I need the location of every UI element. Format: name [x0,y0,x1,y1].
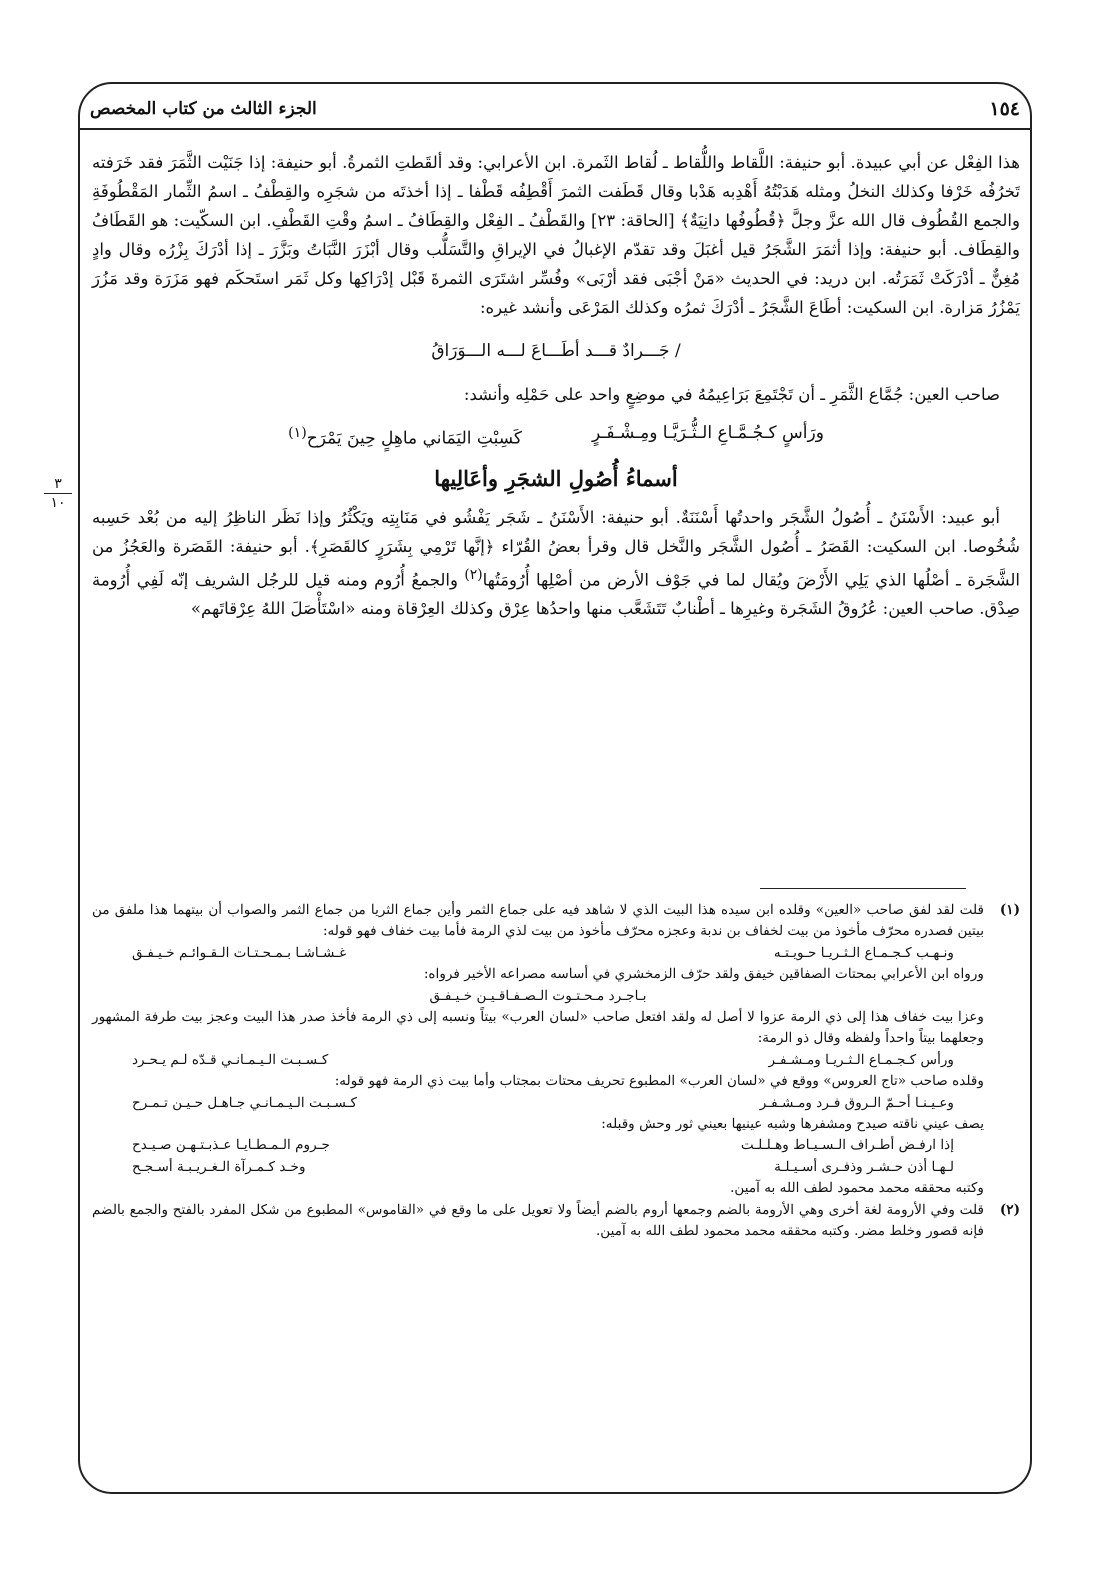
footnote-1-text-d: وقلده صاحب «تاج العروس» ووقع في «لسان العرب» المطبوع تحريف محتات بمجتاب وأما بيت ذي الرمة فهو قوله: [334,1073,984,1090]
verse-2 [92,419,1020,454]
footnote-1-poem-5: إذا ارفـض أطـراف الـسـيـاط وهـلـلـت جـروم الـمـطـايـا عـذبـتـهـن صـيـدح [132,1137,954,1154]
margin-marker-bottom: ١٠ [50,495,66,511]
paragraph-1: هذا الفِعْل عن أبي عبيدة. أبو حنيفة: اللَّقاط واللُّقاط ـ لُقاط الثَمرة. ابن الأعرابي: وقد ألقَطتِ الثمرةُ. أبو حنيفة: إذا جَنَيْت الثَّمَرَ فقد خَرَفته تَخرُفُه خَرْفا وكذلك النخلُ ومثله هَدَبْتُهُ أَهْدِبه هَدْبا وقال قَطَفت الثمرَ أَقْطِفُه قَطْفا ـ إذا أخذتَه من شجَرِه والقِطْفُ ـ اسمُ الثِّمار المَقْطُوفَةِ والجمع القُطُوف قال الله عزَّ وجلَّ ﴿قُطُوفُها دانِيَةٌ﴾ [الحاقة: ٢٣] والقَطْفُ ـ الفِعْل والقِطَافُ ـ اسمُ وقْتِ القَطْفِ. ابن السكّيت: هو القَطَافُ والقِطَاف. أبو حنيفة: وإذا أثمَرَ الشَّجَرُ قيل أغبَلَ وقد تقدّم الإغبالُ في الإيراقِ والتَّسَلُّب وقال أبْزَرَ النَّبَاتُ وبَزَّرَ ـ إذا أدْرَكَ بِزْرُه وقال وادٍ مُغِنٌّ ـ أدْرَكَتْ ثَمَرَتُه. ابن دريد: في الحديث «مَنْ أجْبَى فقد أرْبَى» وفُسِّر اشتَرَى الثمرةَ قَبْل إدْرَاكِها وكل ثَمَر استَحكَم فهو مَزَرَة وقد مَزُرَ يَمْزُرُ مَزارة. ابن السكيت: أطَاعَ الشَّجَرُ ـ أدْرَكَ ثمرُه وكذلك المَرْعَى وأنشد غيره: [92,153,1020,317]
footnote-1-number: (١) [999,902,1020,918]
margin-marker [40,476,76,511]
paragraph-3: أبو عبيد: الأَسْنَنُ ـ أُصُولُ الشَّجَر واحدتُها أَسْنَنَةٌ. أبو حنيفة: الأَسْنَنُ ـ شَجَر يَفْشُو في مَنَابِتِه ويَكْثُرُ وإذا نَظَر الناظِرُ إليه من بُعْد حَسِبه شُخُوصا. ابن السكيت: القَصَرُ ـ أُصُول الشَّجَر والنَّخل قال وقرأ بعضُ القُرّاء ﴿إنَّها تَرْمِي بِشَرَرٍ كالقَصَرِ﴾. أبو حنيفة: القَصَرة والعَجُزُ من الشَّجَرة ـ أصْلُها الذي يَلِي الأَرْضَ ويُقال لما في جَوْف الأرض من أصْلِها أُرُومَتُها$^{(٢)}$ والجمعُ أُرُوم ومنه قيل للرجُل الشريف إنّه لَفِي أُرُومة صِدْق. صاحب العين: عُرُوقُ الشَجَرة وغيرِها ـ أطْنابٌ تَتَشَعَّب منها واحدُها عِرْق وكذلك العِرْقاة ومنه «اسْتَأْصَلَ اللهُ عِرْقاتَهم» [92,507,1020,619]
section-title: أسماءُ أُصُولِ الشجَرِ وأعَالِيها [434,465,678,491]
footnote-1-poem-6: لـهـا أذن حـشـر وذفـرى أسـيـلـة وخـد كـمـرآة الـغـريـبـة أسـجـح [132,1158,954,1175]
footnote-ref-2: (٢) [464,566,483,583]
footnote-divider [760,888,966,889]
page-number: ١٥٤ [989,98,1020,120]
main-text [92,148,1020,623]
footnotes [92,900,1020,1243]
footnote-1-poem-2: بـاجـرد مـحـتـوت الـصـفـاقـيـن خـيـفـق [429,987,647,1004]
verse-2-first-hemistich: ورَأسٍ كـجُـمَّـاعِ الـثُّـرَيَّـا ومِـشْـفَـرٍ [592,423,824,443]
paragraph-2: صاحب العين: جُمَّاع الثَّمَرِ ـ أن تَجْتَمِعَ بَرَاعِيمُهُ في موضِعٍ واحد على حَمْلِه وأنشد: [463,385,1000,404]
footnote-1-signature: وكتبه محققه محمد محمود لطف الله به آمين. [730,1180,984,1197]
footnote-2 [92,1200,1020,1243]
footnote-1-text-a: قلت لقد لفق صاحب «العين» وقلده ابن سيده هذا البيت الذي لا شاهد فيه على جماع الثمر وأين جماع الثريا من جماع الثمر والصواب أن بيتهما هذا ملفق من بيتين فصدره محرّف مأخوذ من بيت لخفاف بن ندبة وعجزه محرّف مأخوذ من بيت لذي الرمة فأما بيت خفاف فهو قوله: [92,902,984,940]
margin-marker-top: ٣ [54,476,62,492]
footnote-2-text: قلت وفي الأرومة لغة أخرى وهي الأرومة بالضم وجمعها أروم بالضم أيضاً ولا تعويل على ما وقع في «القاموس» المطبوع من شكل المفرد بالفتح والجمع بالضم فإنه قصور وخلط مضر. وكتبه محققه محمد محمود لطف الله به آمين. [92,1201,984,1240]
verse-1: / جَـــرادٌ قـــد أطَـــاعَ لـــه الـــوَرَاقُ [431,341,681,361]
footnote-1-poem-1: ونـهـب كـجـمـاع الـثـريـا حـويـتـه غـشـاشـا بـمـحـتـات الـقـوائـم خـيـفـق [132,944,954,961]
footnote-1-text-b: ورواه ابن الأعرابي بمحتات الصفاقين خيفق ولقد حرّف الزمخشري في أساسه مصراعه الأخير فرواه: [423,966,984,983]
footnote-ref-1: (١) [288,425,307,441]
footnote-1 [92,900,1020,1200]
footnote-2-number: (٢) [999,1201,1020,1218]
footnote-1-poem-4: وعـيـنـا أحـمّ الـروق فـرد ومـشـفـر كـسـبـت الـيـمـانـي جـاهـل حـيـن تـمـرح [132,1094,954,1111]
running-header [90,94,1020,124]
footnote-1-text-c: وعزا بيت خفاف هذا إلى ذي الرمة عزوا لا أصل له ولقد افتعل صاحب «لسان العرب» بيتاً ونسبه إلى ذي الرمة فأخذ صدر هذا البيت وعجز بيت طرفة المشهور وجعلهما بيتاً واحداً ولفظه وقال ذو الرمة: [92,1009,984,1047]
footnote-1-poem-3: ورأس كـجـمـاع الـثـريـا ومـشـفـر كـسـبـت الـيـمـانـي قـدّه لـم يـحـرد [132,1051,954,1068]
verse-2-second-hemistich: كَسِبْتِ اليَمَاني ماهِلٍ حِينَ يَمْرَح$^{(١)}$ [288,425,522,449]
header-divider [80,128,1030,130]
running-title: الجزء الثالث من كتاب المخصص [90,99,317,119]
footnote-1-text-e: يصف عيني ناقته صيدح ومشفرها وشبه عينيها بعيني ثور وحش وقبله: [601,1116,984,1133]
